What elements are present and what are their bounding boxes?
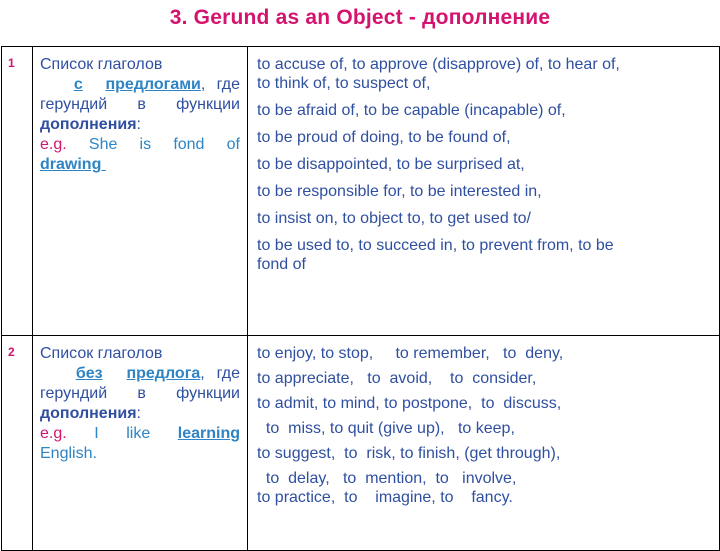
- description-line: [40, 115, 240, 135]
- row-description: [33, 336, 248, 551]
- description-line: [40, 364, 240, 384]
- verb-list: [248, 336, 720, 551]
- verb-line: to think of, to suspect of,: [257, 75, 431, 92]
- verb-line: to be responsible for, to be interested in,: [257, 183, 542, 200]
- description-text: , где: [200, 76, 240, 93]
- row-description: [33, 47, 248, 336]
- eg-label: e.g.: [40, 425, 67, 442]
- verb-line: to be used to, to succeed in, to prevent from, to be: [257, 237, 614, 254]
- verb-line: to miss, to quit (give up), to keep,: [257, 420, 515, 437]
- table-row: [2, 47, 720, 336]
- verb-line: to admit, to mind, to postpone, to discuss,: [257, 395, 562, 412]
- description-heading: Список глаголов: [40, 56, 163, 73]
- colon: :: [136, 116, 141, 133]
- role-term: дополнения: [40, 116, 137, 133]
- eg-label: e.g.: [40, 136, 67, 153]
- verb-line: to enjoy, to stop, to remember, to deny,: [257, 345, 564, 362]
- row-number: 2: [2, 336, 33, 551]
- verb-line: to suggest, to risk, to finish, (get through),: [257, 445, 561, 462]
- description-line: [40, 75, 240, 95]
- verb-line: to practice, to imagine, to fancy.: [257, 489, 513, 506]
- example-text: I like: [94, 425, 151, 442]
- example-line: [40, 424, 240, 444]
- verb-line: to insist on, to object to, to get used to/: [257, 210, 531, 227]
- example-gerund: learning: [177, 425, 241, 442]
- role-term: дополнения: [40, 405, 137, 422]
- preposition-keyword: без: [75, 365, 103, 382]
- preposition-keyword: с: [73, 76, 83, 93]
- verb-line: to appreciate, to avoid, to consider,: [257, 370, 537, 387]
- example-end: English.: [40, 445, 97, 462]
- description-heading: Список глаголов: [40, 345, 163, 362]
- verb-list: [248, 47, 720, 336]
- example-gerund: drawing: [40, 156, 102, 173]
- description-line: [40, 404, 240, 424]
- verb-line: to accuse of, to approve (disapprove) of, to hear of,: [257, 56, 620, 73]
- verb-line: to be proud of doing, to be found of,: [257, 129, 511, 146]
- description-text: герундий в функции: [40, 96, 240, 113]
- verb-line: to delay, to mention, to involve,: [257, 470, 517, 487]
- verb-line: to be disappointed, to be surprised at,: [257, 156, 525, 173]
- example-line: [40, 155, 240, 175]
- page-title: 3. Gerund as an Object - дополнение: [169, 6, 551, 29]
- description-text: , где: [200, 365, 240, 382]
- table-row: [2, 336, 720, 551]
- row-number: 1: [2, 47, 33, 336]
- colon: :: [136, 405, 141, 422]
- preposition-keyword-2: предлогами: [105, 76, 201, 93]
- verb-table: [1, 46, 720, 551]
- description-text: герундий в функции: [40, 385, 240, 402]
- preposition-keyword-2: предлога: [126, 365, 201, 382]
- example-line: [40, 135, 240, 155]
- example-text: She is fond of: [88, 136, 240, 153]
- verb-line: fond of: [257, 256, 306, 273]
- verb-line: to be afraid of, to be capable (incapable) of,: [257, 102, 566, 119]
